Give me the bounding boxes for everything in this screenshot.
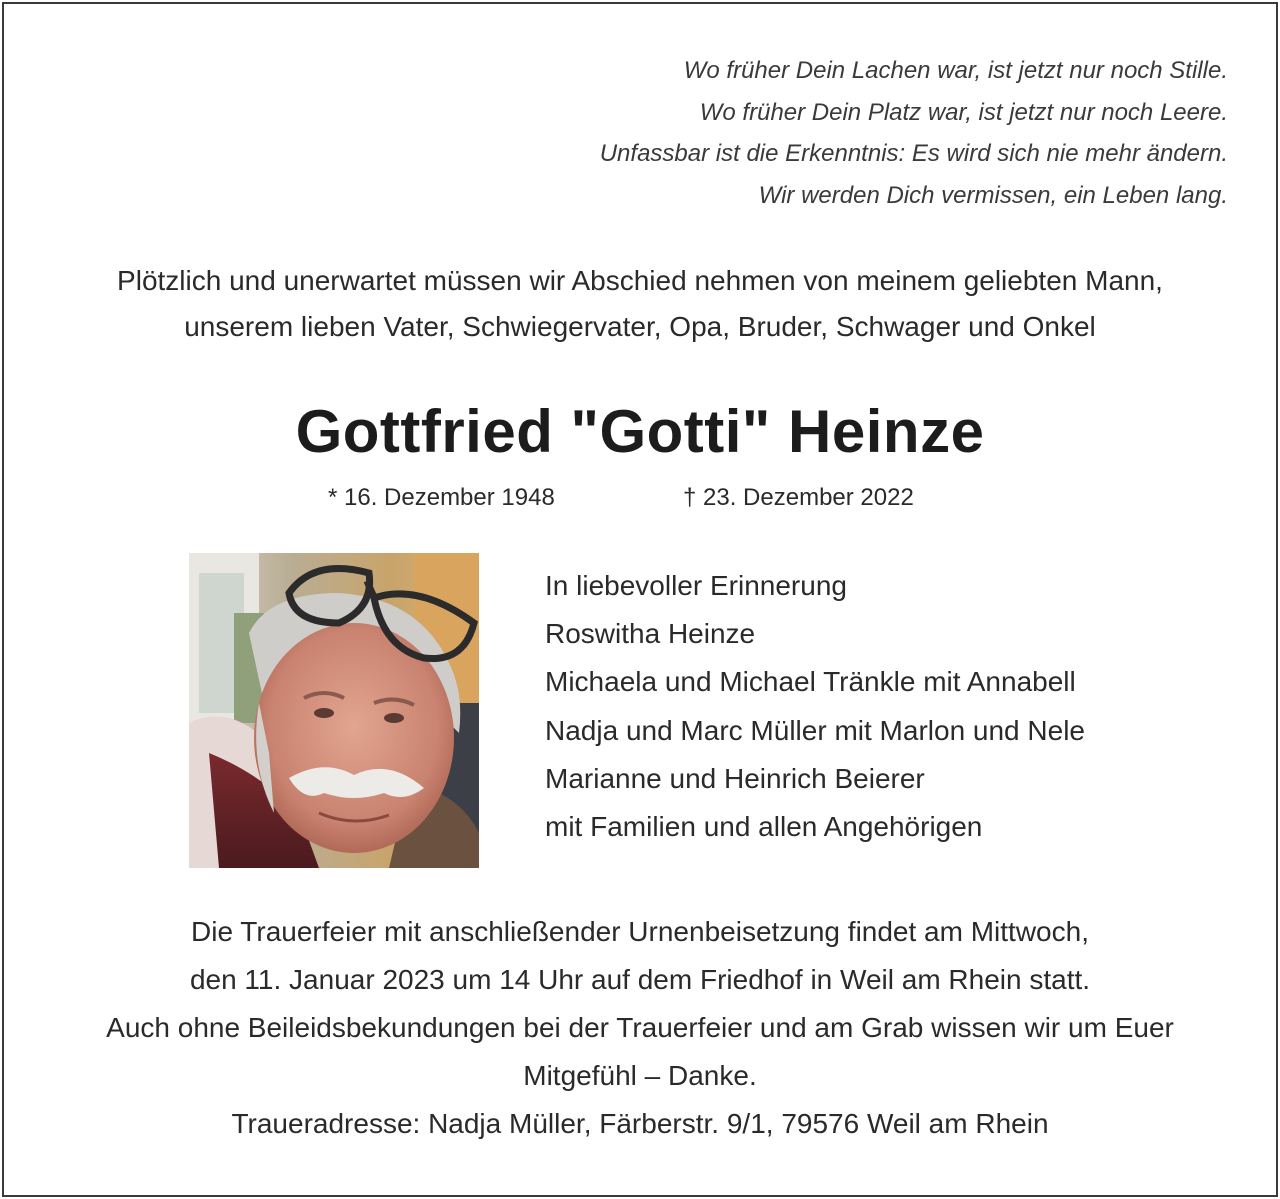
ceremony-line: Auch ohne Beileidsbekundungen bei der Trauerfeier und am Grab wissen wir um Euer <box>106 1012 1174 1043</box>
mourners-line: mit Familien und allen Angehörigen <box>545 811 983 843</box>
mourners-line: In liebevoller Erinnerung <box>545 570 847 601</box>
memorial-poem <box>600 50 1228 216</box>
mourners-line: Roswitha Heinze <box>545 618 756 650</box>
announcement-text <box>0 258 1280 350</box>
mourners-list <box>545 562 1085 851</box>
poem-line: Wo früher Dein Platz war, ist jetzt nur noch Leere. <box>699 98 1228 126</box>
ceremony-line: den 11. Januar 2023 um 14 Uhr auf dem Friedhof in Weil am Rhein statt. <box>189 964 1091 995</box>
mourners-line: Nadja und Marc Müller mit Marlon und Nele <box>545 714 1085 746</box>
mourners-line: Michaela und Michael Tränkle mit Annabell <box>545 666 1076 698</box>
deceased-name: Gottfried "Gotti" Heinze <box>295 398 985 465</box>
poem-line: Unfassbar ist die Erkenntnis: Es wird sich nie mehr ändern. <box>599 140 1228 167</box>
ceremony-info <box>0 908 1280 1148</box>
death-date: † 23. Dezember 2022 <box>683 484 914 511</box>
ceremony-line: Die Trauerfeier mit anschließender Urnenbeisetzung findet am Mittwoch, <box>191 916 1089 947</box>
mourning-address: Traueradresse: Nadja Müller, Färberstr. 9/1, 79576 Weil am Rhein <box>231 1108 1049 1139</box>
poem-line: Wir werden Dich vermissen, ein Leben lang. <box>758 181 1228 209</box>
portrait-photo <box>189 553 479 868</box>
ceremony-line: Mitgefühl – Danke. <box>523 1060 757 1091</box>
birth-date: * 16. Dezember 1948 <box>328 484 555 511</box>
mourners-line: Marianne und Heinrich Beierer <box>545 762 925 794</box>
announcement-line: unserem lieben Vater, Schwiegervater, Opa, Bruder, Schwager und Onkel <box>184 311 1096 342</box>
announcement-line: Plötzlich und unerwartet müssen wir Abschied nehmen von meinem geliebten Mann, <box>117 265 1163 296</box>
poem-line: Wo früher Dein Lachen war, ist jetzt nur noch Stille. <box>683 57 1228 84</box>
